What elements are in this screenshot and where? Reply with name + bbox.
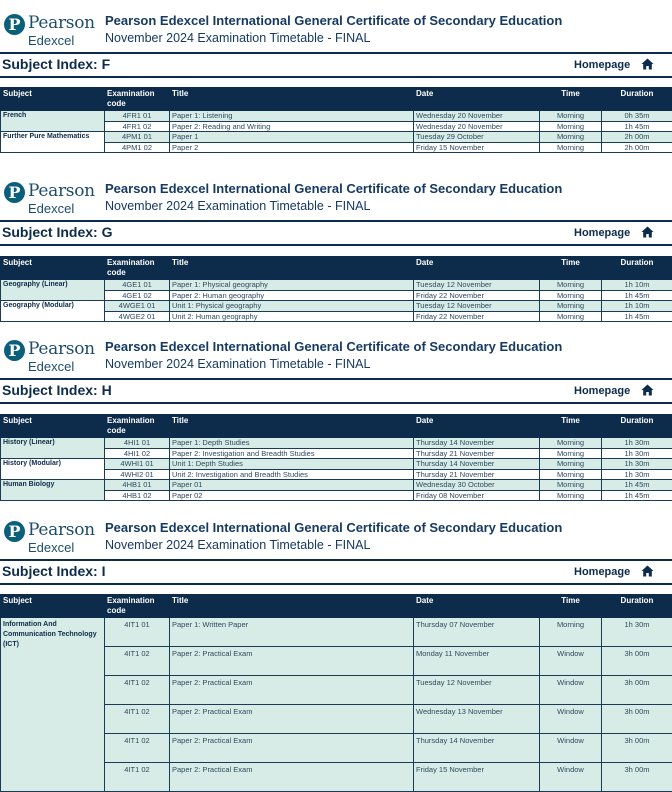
homepage-link[interactable]: Homepage — [574, 227, 631, 239]
pearson-logo — [4, 12, 104, 48]
date-cell: Wednesday 20 November — [414, 111, 540, 122]
subject-index-bar — [0, 223, 672, 243]
homepage-link[interactable]: Homepage — [574, 385, 631, 397]
subject-cell: Geography (Modular) — [1, 301, 105, 322]
logo-brand: Pearson — [28, 181, 95, 201]
homepage-link[interactable]: Homepage — [574, 59, 631, 71]
title-cell: Paper 2: Practical Exam — [170, 676, 414, 705]
duration-cell: 1h 30m — [602, 459, 672, 470]
date-cell: Friday 15 November — [414, 142, 540, 153]
page-header — [0, 515, 672, 555]
table-row — [1, 132, 672, 143]
date-cell: Thursday 14 November — [414, 734, 540, 763]
time-cell: Morning — [540, 301, 602, 312]
title-cell: Unit 2: Investigation and Breadth Studies — [170, 469, 414, 480]
table-row — [1, 438, 672, 449]
time-cell: Morning — [540, 618, 602, 647]
title-cell: Paper 01 — [170, 480, 414, 491]
table-row — [1, 280, 672, 291]
table-row — [1, 480, 672, 491]
date-cell: Tuesday 12 November — [414, 301, 540, 312]
subject-index-bar — [0, 562, 672, 582]
code-cell: 4WHI1 01 — [105, 459, 170, 470]
title-cell: Paper 2 — [170, 142, 414, 153]
title-cell: Paper 1: Depth Studies — [170, 438, 414, 449]
date-cell: Wednesday 20 November — [414, 121, 540, 132]
subject-index-title: Subject Index: F — [2, 56, 111, 72]
time-cell: Morning — [540, 121, 602, 132]
timetable-table — [0, 414, 672, 501]
time-cell: Window — [540, 705, 602, 734]
pearson-logo-icon: P — [4, 340, 25, 361]
code-cell: 4PM1 01 — [105, 132, 170, 143]
date-cell: Thursday 07 November — [414, 618, 540, 647]
title-cell: Paper 1 — [170, 132, 414, 143]
date-cell: Friday 15 November — [414, 763, 540, 792]
title-cell: Paper 1: Written Paper — [170, 618, 414, 647]
logo-sub: Edexcel — [28, 33, 75, 48]
subject-cell: French — [1, 111, 105, 132]
time-cell: Morning — [540, 132, 602, 143]
page-header — [0, 8, 672, 48]
date-cell: Friday 22 November — [414, 311, 540, 322]
divider — [0, 220, 672, 222]
subject-index-title: Subject Index: I — [2, 563, 106, 579]
duration-cell: 3h 00m — [602, 705, 672, 734]
home-icon[interactable] — [641, 58, 654, 70]
code-cell: 4WGE1 01 — [105, 301, 170, 312]
time-cell: Morning — [540, 469, 602, 480]
column-header-code: Examination code — [105, 88, 170, 111]
time-cell: Morning — [540, 290, 602, 301]
title-cell: Paper 2: Practical Exam — [170, 763, 414, 792]
time-cell: Window — [540, 647, 602, 676]
page-header — [0, 334, 672, 374]
timetable-table — [0, 256, 672, 322]
date-cell: Tuesday 12 November — [414, 676, 540, 705]
time-cell: Window — [540, 676, 602, 705]
code-cell: 4WHI2 01 — [105, 469, 170, 480]
divider — [0, 76, 672, 78]
column-header-subject: Subject — [1, 415, 105, 438]
duration-cell: 1h 45m — [602, 490, 672, 501]
column-header-date: Date — [414, 415, 540, 438]
date-cell: Friday 08 November — [414, 490, 540, 501]
duration-cell: 3h 00m — [602, 734, 672, 763]
logo-sub: Edexcel — [28, 201, 75, 216]
home-icon[interactable] — [641, 226, 654, 238]
subject-cell: Information And Communication Technology (ICT) — [1, 618, 105, 792]
subject-index-bar — [0, 381, 672, 401]
code-cell: 4HB1 02 — [105, 490, 170, 501]
code-cell: 4HI1 02 — [105, 448, 170, 459]
duration-cell: 1h 30m — [602, 469, 672, 480]
table-header-row — [1, 595, 672, 618]
title-cell: Unit 1: Depth Studies — [170, 459, 414, 470]
column-header-date: Date — [414, 88, 540, 111]
column-header-time: Time — [540, 88, 602, 111]
code-cell: 4GE1 02 — [105, 290, 170, 301]
title-cell: Paper 1: Listening — [170, 111, 414, 122]
time-cell: Morning — [540, 280, 602, 291]
date-cell: Tuesday 12 November — [414, 280, 540, 291]
time-cell: Morning — [540, 490, 602, 501]
date-cell: Thursday 21 November — [414, 448, 540, 459]
time-cell: Morning — [540, 448, 602, 459]
duration-cell: 2h 00m — [602, 132, 672, 143]
column-header-time: Time — [540, 415, 602, 438]
title-cell: Unit 1: Physical geography — [170, 301, 414, 312]
column-header-duration: Duration — [602, 595, 672, 618]
divider — [0, 244, 672, 246]
code-cell: 4IT1 02 — [105, 676, 170, 705]
duration-cell: 1h 30m — [602, 618, 672, 647]
column-header-duration: Duration — [602, 88, 672, 111]
column-header-code: Examination code — [105, 257, 170, 280]
time-cell: Morning — [540, 311, 602, 322]
column-header-time: Time — [540, 595, 602, 618]
pearson-logo — [4, 338, 104, 374]
code-cell: 4FR1 02 — [105, 121, 170, 132]
time-cell: Morning — [540, 111, 602, 122]
time-cell: Morning — [540, 480, 602, 491]
time-cell: Window — [540, 763, 602, 792]
subject-index-title: Subject Index: G — [2, 224, 113, 240]
document-subtitle: November 2024 Examination Timetable - FINAL — [105, 357, 371, 371]
table-header-row — [1, 88, 672, 111]
logo-sub: Edexcel — [28, 359, 75, 374]
title-cell: Paper 2: Practical Exam — [170, 734, 414, 763]
date-cell: Thursday 14 November — [414, 438, 540, 449]
code-cell: 4IT1 02 — [105, 734, 170, 763]
column-header-title: Title — [170, 415, 414, 438]
table-row — [1, 111, 672, 122]
column-header-subject: Subject — [1, 257, 105, 280]
subject-cell: Further Pure Mathematics — [1, 132, 105, 153]
duration-cell: 0h 35m — [602, 111, 672, 122]
subject-index-bar — [0, 55, 672, 75]
code-cell: 4IT1 02 — [105, 647, 170, 676]
table-row — [1, 618, 672, 647]
subject-cell: Geography (Linear) — [1, 280, 105, 301]
column-header-duration: Duration — [602, 257, 672, 280]
document-title: Pearson Edexcel International General Certificate of Secondary Education — [105, 520, 563, 535]
pearson-logo-icon: P — [4, 14, 25, 35]
title-cell: Paper 2: Reading and Writing — [170, 121, 414, 132]
code-cell: 4FR1 01 — [105, 111, 170, 122]
code-cell: 4WGE2 01 — [105, 311, 170, 322]
duration-cell: 3h 00m — [602, 676, 672, 705]
date-cell: Thursday 14 November — [414, 459, 540, 470]
table-header-row — [1, 415, 672, 438]
code-cell: 4IT1 01 — [105, 618, 170, 647]
document-title: Pearson Edexcel International General Certificate of Secondary Education — [105, 181, 563, 196]
date-cell: Monday 11 November — [414, 647, 540, 676]
date-cell: Thursday 21 November — [414, 469, 540, 480]
duration-cell: 1h 45m — [602, 290, 672, 301]
date-cell: Wednesday 30 October — [414, 480, 540, 491]
code-cell: 4HB1 01 — [105, 480, 170, 491]
column-header-duration: Duration — [602, 415, 672, 438]
duration-cell: 3h 00m — [602, 763, 672, 792]
code-cell: 4IT1 02 — [105, 763, 170, 792]
subject-cell: History (Modular) — [1, 459, 105, 480]
title-cell: Paper 1: Physical geography — [170, 280, 414, 291]
column-header-subject: Subject — [1, 595, 105, 618]
timetable-table — [0, 87, 672, 153]
code-cell: 4PM1 02 — [105, 142, 170, 153]
time-cell: Window — [540, 734, 602, 763]
time-cell: Morning — [540, 459, 602, 470]
duration-cell: 2h 00m — [602, 142, 672, 153]
title-cell: Paper 2: Investigation and Breadth Studies — [170, 448, 414, 459]
duration-cell: 3h 00m — [602, 647, 672, 676]
document-title: Pearson Edexcel International General Certificate of Secondary Education — [105, 13, 563, 28]
pearson-logo-icon: P — [4, 182, 25, 203]
date-cell: Friday 22 November — [414, 290, 540, 301]
column-header-title: Title — [170, 88, 414, 111]
column-header-title: Title — [170, 595, 414, 618]
column-header-code: Examination code — [105, 595, 170, 618]
divider — [0, 378, 672, 380]
table-header-row — [1, 257, 672, 280]
subject-index-title: Subject Index: H — [2, 382, 112, 398]
logo-brand: Pearson — [28, 339, 95, 359]
homepage-link[interactable]: Homepage — [574, 566, 631, 578]
title-cell: Paper 2: Practical Exam — [170, 705, 414, 734]
title-cell: Paper 02 — [170, 490, 414, 501]
table-row — [1, 459, 672, 470]
title-cell: Paper 2: Human geography — [170, 290, 414, 301]
duration-cell: 1h 30m — [602, 438, 672, 449]
duration-cell: 1h 45m — [602, 121, 672, 132]
divider — [0, 583, 672, 585]
title-cell: Unit 2: Human geography — [170, 311, 414, 322]
divider — [0, 52, 672, 54]
subject-cell: Human Biology — [1, 480, 105, 501]
logo-brand: Pearson — [28, 13, 95, 33]
document-subtitle: November 2024 Examination Timetable - FINAL — [105, 538, 371, 552]
duration-cell: 1h 10m — [602, 301, 672, 312]
pearson-logo-icon: P — [4, 521, 25, 542]
column-header-subject: Subject — [1, 88, 105, 111]
timetable-table — [0, 594, 672, 792]
duration-cell: 1h 45m — [602, 311, 672, 322]
home-icon[interactable] — [641, 565, 654, 577]
time-cell: Morning — [540, 438, 602, 449]
pearson-logo — [4, 519, 104, 555]
document-title: Pearson Edexcel International General Certificate of Secondary Education — [105, 339, 563, 354]
subject-cell: History (Linear) — [1, 438, 105, 459]
logo-sub: Edexcel — [28, 540, 75, 555]
home-icon[interactable] — [641, 384, 654, 396]
column-header-title: Title — [170, 257, 414, 280]
divider — [0, 402, 672, 404]
duration-cell: 1h 10m — [602, 280, 672, 291]
column-header-time: Time — [540, 257, 602, 280]
document-subtitle: November 2024 Examination Timetable - FINAL — [105, 199, 371, 213]
duration-cell: 1h 30m — [602, 448, 672, 459]
title-cell: Paper 2: Practical Exam — [170, 647, 414, 676]
document-subtitle: November 2024 Examination Timetable - FINAL — [105, 31, 371, 45]
code-cell: 4GE1 01 — [105, 280, 170, 291]
duration-cell: 1h 45m — [602, 480, 672, 491]
logo-brand: Pearson — [28, 520, 95, 540]
column-header-date: Date — [414, 257, 540, 280]
table-row — [1, 301, 672, 312]
page-header — [0, 176, 672, 216]
column-header-code: Examination code — [105, 415, 170, 438]
pearson-logo — [4, 180, 104, 216]
divider — [0, 559, 672, 561]
date-cell: Tuesday 29 October — [414, 132, 540, 143]
code-cell: 4IT1 02 — [105, 705, 170, 734]
date-cell: Wednesday 13 November — [414, 705, 540, 734]
column-header-date: Date — [414, 595, 540, 618]
code-cell: 4HI1 01 — [105, 438, 170, 449]
time-cell: Morning — [540, 142, 602, 153]
